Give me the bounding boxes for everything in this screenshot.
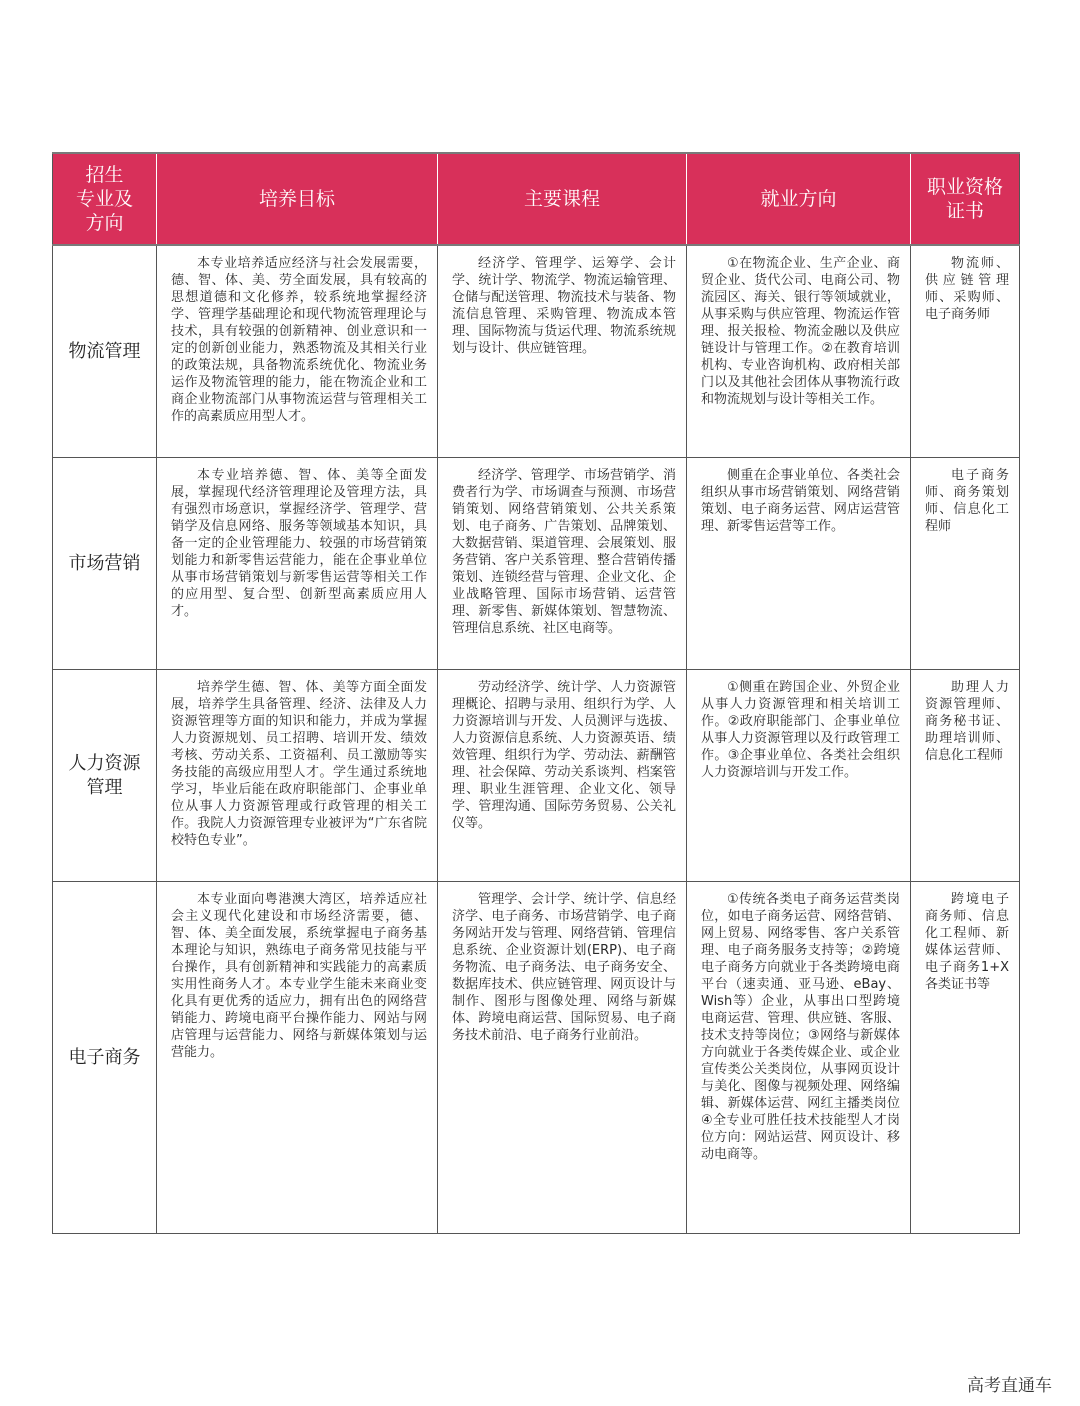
header-goal: 培养目标 xyxy=(157,153,438,245)
jobs-cell xyxy=(687,245,911,458)
major-name: 市场营销 xyxy=(53,458,157,670)
jobs-cell xyxy=(687,458,911,670)
courses-text: 管理学、会计学、统计学、信息经济学、电子商务、市场营销学、电子商务网站开发与管理、网络营销、管理信息系统、企业资源计划(ERP)、电子商务物流、电子商务法、电子商务安全、数据库技术、供应链管理、网页设计与制作、图形与图像处理、网络与新媒体、跨境电商运营、国际贸易、电子商务技术前沿、电子商务行业前沿。 xyxy=(452,892,676,1043)
major-name: 电子商务 xyxy=(53,882,157,1234)
goal-text: 本专业面向粤港澳大湾区，培养适应社会主义现代化建设和市场经济需要，德、智、体、美全面发展，系统掌握电子商务基本理论与知识，熟练电子商务常见技能与平台操作，具有创新精神和实践能力的高素质实用性商务人才。本专业学生能未来商业变化具有更优秀的适应力，拥有出色的网络营销能力、跨境电商平台操作能力、网站与网店管理与运营能力、网络与新媒体策划与运营能力。 xyxy=(171,892,427,1060)
jobs-text: ①侧重在跨国企业、外贸企业从事人力资源管理和相关培训工作。②政府职能部门、企事业单位从事人力资源管理以及行政管理工作。③企事业单位、各类社会组织人力资源培训与开发工作。 xyxy=(701,680,900,780)
goal-cell xyxy=(157,882,438,1234)
certs-cell xyxy=(911,458,1020,670)
jobs-text: ①传统各类电子商务运营类岗位，如电子商务运营、网络营销、网上贸易、网络零售、客户关系管理、电子商务服务支持等；②跨境电子商务方向就业于各类跨境电商平台（速卖通、亚马逊、eBay、Wish等）企业，从事出口型跨境电商运营、管理、供应链、客服、技术支持等岗位；③网络与新媒体方向就业于各类传媒企业、或企业宣传类公关类岗位，从事网页设计与美化、图像与视频处理、网络编辑、新媒体运营、网红主播类岗位④全专业可胜任技术技能型人才岗位方向：网站运营、网页设计、移动电商等。 xyxy=(701,892,900,1162)
goal-text: 本专业培养适应经济与社会发展需要，德、智、体、美、劳全面发展，具有较高的思想道德和文化修养，较系统地掌握经济学、管理学基础理论和现代物流管理理论与技术，具有较强的创新精神、创业意识和一定的创新创业能力，熟悉物流及其相关行业的政策法规，具备物流系统优化、物流业务运作及物流管理的能力，能在物流企业和工商企业物流部门从事物流运营与管理相关工作的高素质应用型人才。 xyxy=(171,256,427,424)
jobs-cell xyxy=(687,670,911,882)
courses-cell xyxy=(438,882,687,1234)
courses-text: 经济学、管理学、市场营销学、消费者行为学、市场调查与预测、市场营销策划、网络营销策划、公共关系策划、电子商务、广告策划、品牌策划、大数据营销、渠道管理、会展策划、服务营销、客户关系管理、整合营销传播策划、连锁经营与管理、企业文化、企业战略管理、国际市场营销、运营管理、新零售、新媒体策划、智慧物流、管理信息系统、社区电商等。 xyxy=(452,468,676,636)
program-table xyxy=(52,152,1020,1234)
footer-brand: 高考直通车 xyxy=(967,1376,1052,1396)
major-name: 物流管理 xyxy=(53,245,157,458)
courses-cell xyxy=(438,245,687,458)
courses-cell xyxy=(438,670,687,882)
certs-cell xyxy=(911,882,1020,1234)
header-jobs: 就业方向 xyxy=(687,153,911,245)
goal-text: 培养学生德、智、体、美等方面全面发展，培养学生具备管理、经济、法律及人力资源管理等方面的知识和能力，并成为掌握人力资源规划、员工招聘、培训开发、绩效考核、劳动关系、工资福利、员工激励等实务技能的高级应用型人才。学生通过系统地学习，毕业后能在政府职能部门、企事业单位从事人力资源管理或行政管理的相关工作。我院人力资源管理专业被评为“广东省院校特色专业”。 xyxy=(171,680,427,848)
courses-text: 经济学、管理学、运筹学、会计学、统计学、物流学、物流运输管理、仓储与配送管理、物流技术与装备、物流信息管理、采购管理、物流成本管理、国际物流与货运代理、物流系统规划与设计、供应链管理。 xyxy=(452,256,676,356)
certs-text: 跨境电子商务师、信息化工程师、新媒体运营师、电子商务1+X各类证书等 xyxy=(925,892,1009,992)
jobs-text: 侧重在企事业单位、各类社会组织从事市场营销策划、网络营销策划、电子商务运营、网店运营管理、新零售运营等工作。 xyxy=(701,468,900,534)
courses-cell xyxy=(438,458,687,670)
jobs-cell xyxy=(687,882,911,1234)
courses-text: 劳动经济学、统计学、人力资源管理概论、招聘与录用、组织行为学、人力资源培训与开发、人员测评与选拔、人力资源信息系统、人力资源英语、绩效管理、组织行为学、劳动法、薪酬管理、社会保障、劳动关系谈判、档案管理、职业生涯管理、企业文化、领导学、管理沟通、国际劳务贸易、公关礼仪等。 xyxy=(452,680,676,831)
table-row xyxy=(53,245,1020,458)
goal-text: 本专业培养德、智、体、美等全面发展，掌握现代经济管理理论及管理方法，具有强烈市场意识，掌握经济学、管理学、营销学及信息网络、服务等领域基本知识，具备一定的企业管理能力、较强的市场营销策划能力和新零售运营能力，能在企事业单位从事市场营销策划与新零售运营等相关工作的应用型、复合型、创新型高素质应用人才。 xyxy=(171,468,427,619)
table-row xyxy=(53,670,1020,882)
table-header-row xyxy=(53,153,1020,245)
table-row xyxy=(53,882,1020,1234)
major-name: 人力资源 管理 xyxy=(53,670,157,882)
goal-cell xyxy=(157,670,438,882)
certs-cell xyxy=(911,245,1020,458)
certs-text: 助理人力资源管理师、商务秘书证、助理培训师、信息化工程师 xyxy=(925,680,1009,763)
table-row xyxy=(53,458,1020,670)
certs-text: 电子商务师、商务策划师、信息化工程师 xyxy=(925,468,1009,534)
header-major: 招生 专业及 方向 xyxy=(53,153,157,245)
header-certs: 职业资格 证书 xyxy=(911,153,1020,245)
goal-cell xyxy=(157,245,438,458)
certs-cell xyxy=(911,670,1020,882)
goal-cell xyxy=(157,458,438,670)
jobs-text: ①在物流企业、生产企业、商贸企业、货代公司、电商公司、物流园区、海关、银行等领域就业，从事采购与供应管理、物流运作管理、报关报检、物流金融以及供应链设计与管理工作。②在教育培训机构、专业咨询机构、政府相关部门以及其他社会团体从事物流行政和物流规划与设计等相关工作。 xyxy=(701,256,900,407)
certs-text: 物流师、供应链管理师、采购师、电子商务师 xyxy=(925,256,1009,322)
header-courses: 主要课程 xyxy=(438,153,687,245)
